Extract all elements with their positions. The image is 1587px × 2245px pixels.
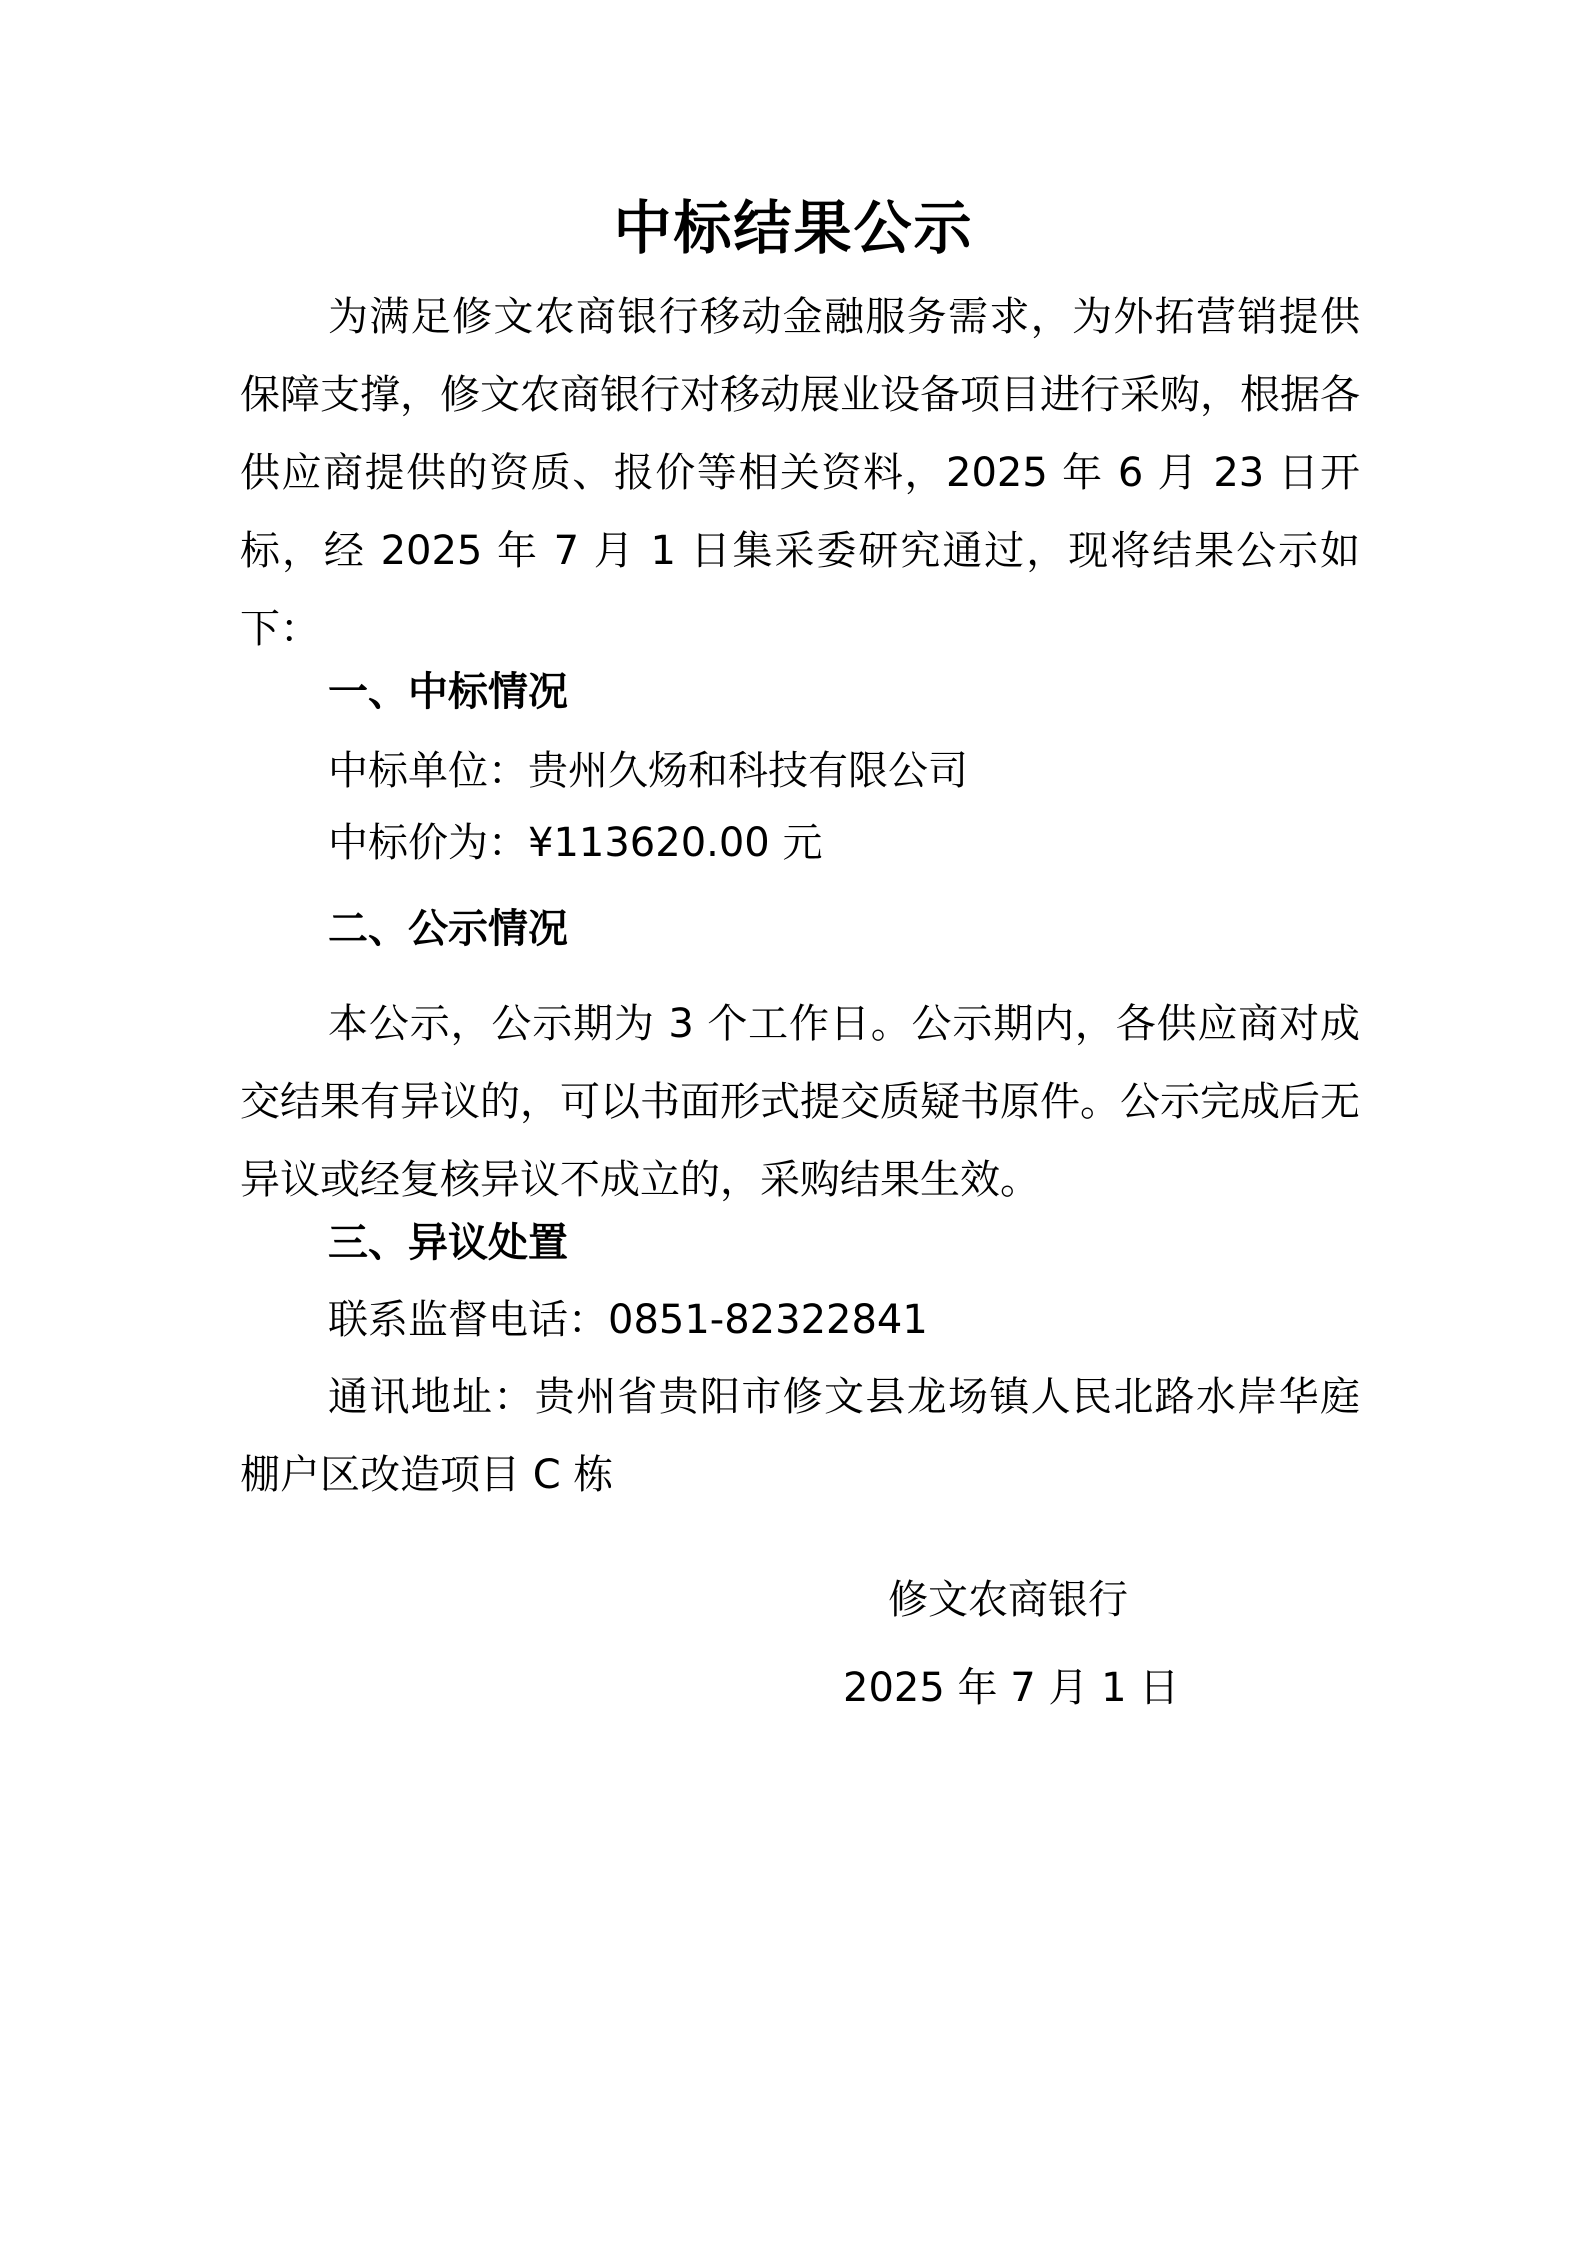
section-heading-bid-result: 一、中标情况 xyxy=(328,669,568,715)
signature-date: 2025 年 7 月 1 日 xyxy=(843,1665,1180,1711)
publicity-paragraph: 本公示，公示期为 3 个工作日。公示期内，各供应商对成交结果有异议的，可以书面形式提交质疑书原件。公示完成后无异议或经复核异议不成立的，采购结果生效。 xyxy=(240,1001,1360,1203)
winning-price: 中标价为：¥113620.00 元 xyxy=(328,820,823,866)
contact-phone: 联系监督电话：0851-82322841 xyxy=(328,1297,928,1343)
signature-organization: 修文农商银行 xyxy=(888,1577,1128,1623)
winning-bidder: 中标单位：贵州久炀和科技有限公司 xyxy=(328,748,968,794)
page-title: 中标结果公示 xyxy=(613,194,974,262)
contact-address: 通讯地址：贵州省贵阳市修文县龙场镇人民北路水岸华庭棚户区改造项目 C 栋 xyxy=(240,1374,1360,1498)
section-heading-publicity: 二、公示情况 xyxy=(328,906,568,952)
section-heading-objection: 三、异议处置 xyxy=(328,1220,568,1266)
intro-paragraph: 为满足修文农商银行移动金融服务需求，为外拓营销提供保障支撑，修文农商银行对移动展业设备项目进行采购，根据各供应商提供的资质、报价等相关资料，2025 年 6 月 23 日开标，经 2025 年 7 月 1 日集采委研究通过，现将结果公示如下： xyxy=(240,294,1360,652)
